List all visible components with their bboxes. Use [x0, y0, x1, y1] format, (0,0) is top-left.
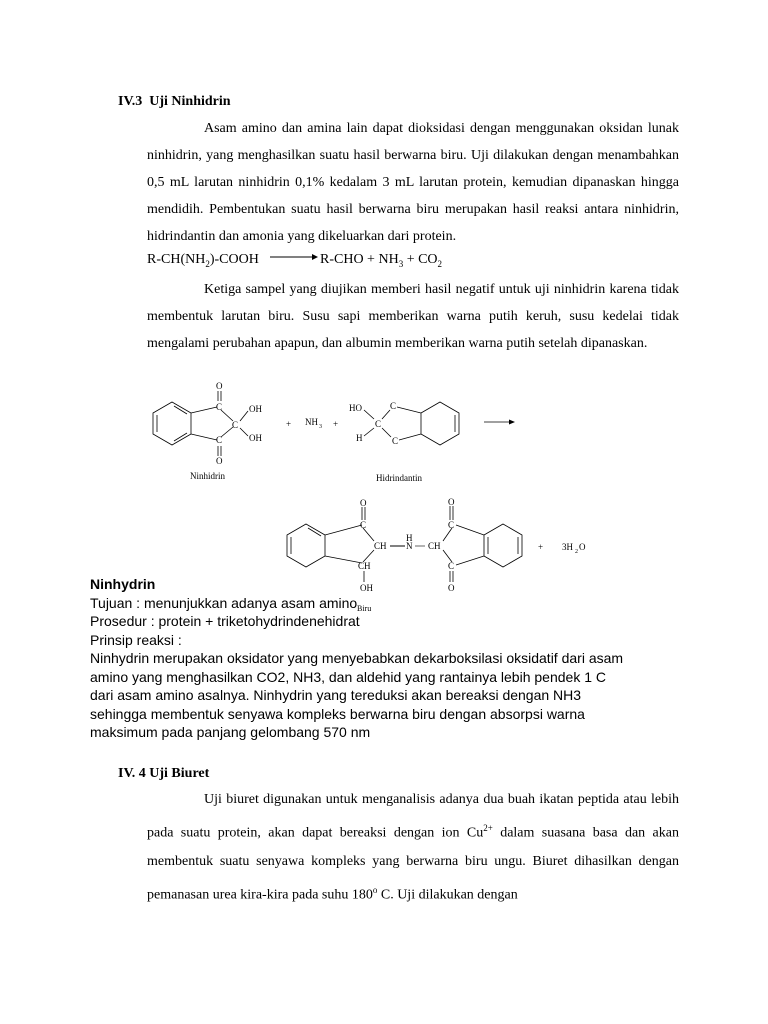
water-subscript: 2 [575, 549, 578, 555]
group-oh: OH [249, 433, 262, 443]
biuret-sup-charge: 2+ [483, 823, 493, 833]
atom-o: O [360, 498, 367, 508]
group-ch: CH [428, 541, 441, 551]
atom-n: N [406, 541, 413, 551]
nh3-text: NH [305, 417, 318, 427]
ninhidrin-structure [153, 381, 262, 481]
section-number: IV. 4 [118, 766, 146, 781]
hidrindantin-structure [349, 401, 459, 483]
paragraph-ninhidrin-intro: Asam amino dan amina lain dapat dioksidasi dengan menggunakan oksidan lunak ninhidrin, yang menghasilkan suatu hasil berwarna biru. Uji dilakukan dengan menambahkan 0,5 mL larutan ninhidrin 0,1% kedalam 3 mL larutan protein, kemudian dipanaskan hingga mendidih. Pembentukan suatu hasil berwarna biru merupakan hasil reaksi antara ninhidrin, hidrindantin dan amonia yang dikeluarkan dari protein. [147, 121, 679, 244]
atom-c: C [392, 436, 399, 446]
atom-o: O [448, 583, 455, 593]
section-title: Uji Biuret [149, 766, 210, 781]
atom-c: C [390, 401, 397, 411]
atom-c: C [232, 420, 239, 430]
section-number: IV.3 [118, 94, 143, 109]
group-oh: OH [249, 404, 262, 414]
biuret-text-b: dalam suasana basa dan akan membentuk suatu senyawa kompleks yang berwarna biru ungu. Biuret dihasilkan dengan pemanasan urea kira-kira pada suhu 180 [147, 825, 679, 903]
biuret-text-c: C. Uji dilakukan dengan [377, 887, 518, 903]
atom-c: C [216, 402, 223, 412]
atom-h: H [406, 533, 413, 543]
atom-h: H [356, 433, 363, 443]
eq-right-part2: + CO [403, 252, 438, 267]
label-hidrindantin: Hidrindantin [376, 473, 422, 483]
atom-c: C [448, 561, 455, 571]
paragraph-biuret [147, 786, 679, 909]
group-ch: CH [374, 541, 387, 551]
water-text: 3H [562, 542, 573, 552]
ammonia-label [305, 417, 322, 430]
label-ninhidrin: Ninhidrin [190, 471, 225, 481]
eq-right-sub2: 2 [437, 258, 443, 269]
atom-o: O [216, 456, 223, 466]
section-title: Uji Ninhidrin [149, 94, 231, 109]
note-title: Ninhydrin [90, 576, 156, 592]
atom-o: O [216, 381, 223, 391]
paragraph-ninhidrin-result: Ketiga sampel yang diujikan memberi hasil negatif untuk uji ninhidrin karena tidak membentuk larutan biru. Susu sapi memberikan warna putih keruh, susu kedelai tidak mengalami perubahan apapun, dan albumin memberikan warna putih setelah dipanaskan. [147, 282, 679, 351]
note-body: Ninhydrin merupakan oksidator yang menyebabkan dekarboksilasi oksidatif dari asam amino yang menghasilkan CO2, NH3, dan aldehid yang rantainya lebih pendek 1 C dari asam amino asalnya. Ninhydrin yang tereduksi akan bereaksi dengan NH3 sehingga membentuk senyawa kompleks berwarna biru dengan absorpsi warna maksimum pada panjang gelombang 570 nm [90, 650, 624, 740]
ninhydrin-note [90, 575, 630, 742]
label-biru: Biru [357, 604, 372, 613]
eq-left-part2: )-COOH [209, 252, 259, 267]
atom-c: C [448, 520, 455, 530]
note-tujuan: Tujuan : menunjukkan adanya asam amino [90, 594, 358, 611]
atom-c: C [216, 435, 223, 445]
water-label [562, 542, 586, 555]
eq-right-part: R-CHO + NH [320, 252, 399, 267]
water-text-o: O [579, 542, 586, 552]
plus-sign: + [333, 419, 339, 429]
nh3-subscript: 3 [319, 424, 322, 430]
group-ch: CH [358, 561, 371, 571]
biuret-sup-degree: o [372, 884, 378, 895]
biuret-text-a: Uji biuret digunakan untuk menganalisis adanya dua buah ikatan peptida atau lebih pada suatu protein, akan dapat bereaksi dengan ion Cu [147, 792, 679, 841]
eq-right-sub1: 3 [398, 258, 404, 269]
note-prinsip: Prinsip reaksi : [90, 631, 182, 648]
eq-left-sub: 2 [205, 258, 210, 269]
group-ho: HO [349, 403, 362, 413]
plus-sign: + [286, 419, 292, 429]
atom-c: C [360, 520, 367, 530]
note-prosedur: Prosedur : protein + triketohydrindenehidrat [90, 613, 360, 629]
eq-left-part: R-CH(NH [147, 252, 206, 267]
group-oh: OH [360, 583, 373, 593]
atom-c: C [375, 419, 382, 429]
atom-o: O [448, 497, 455, 507]
plus-sign: + [538, 542, 544, 552]
section-heading-biuret [118, 766, 209, 782]
